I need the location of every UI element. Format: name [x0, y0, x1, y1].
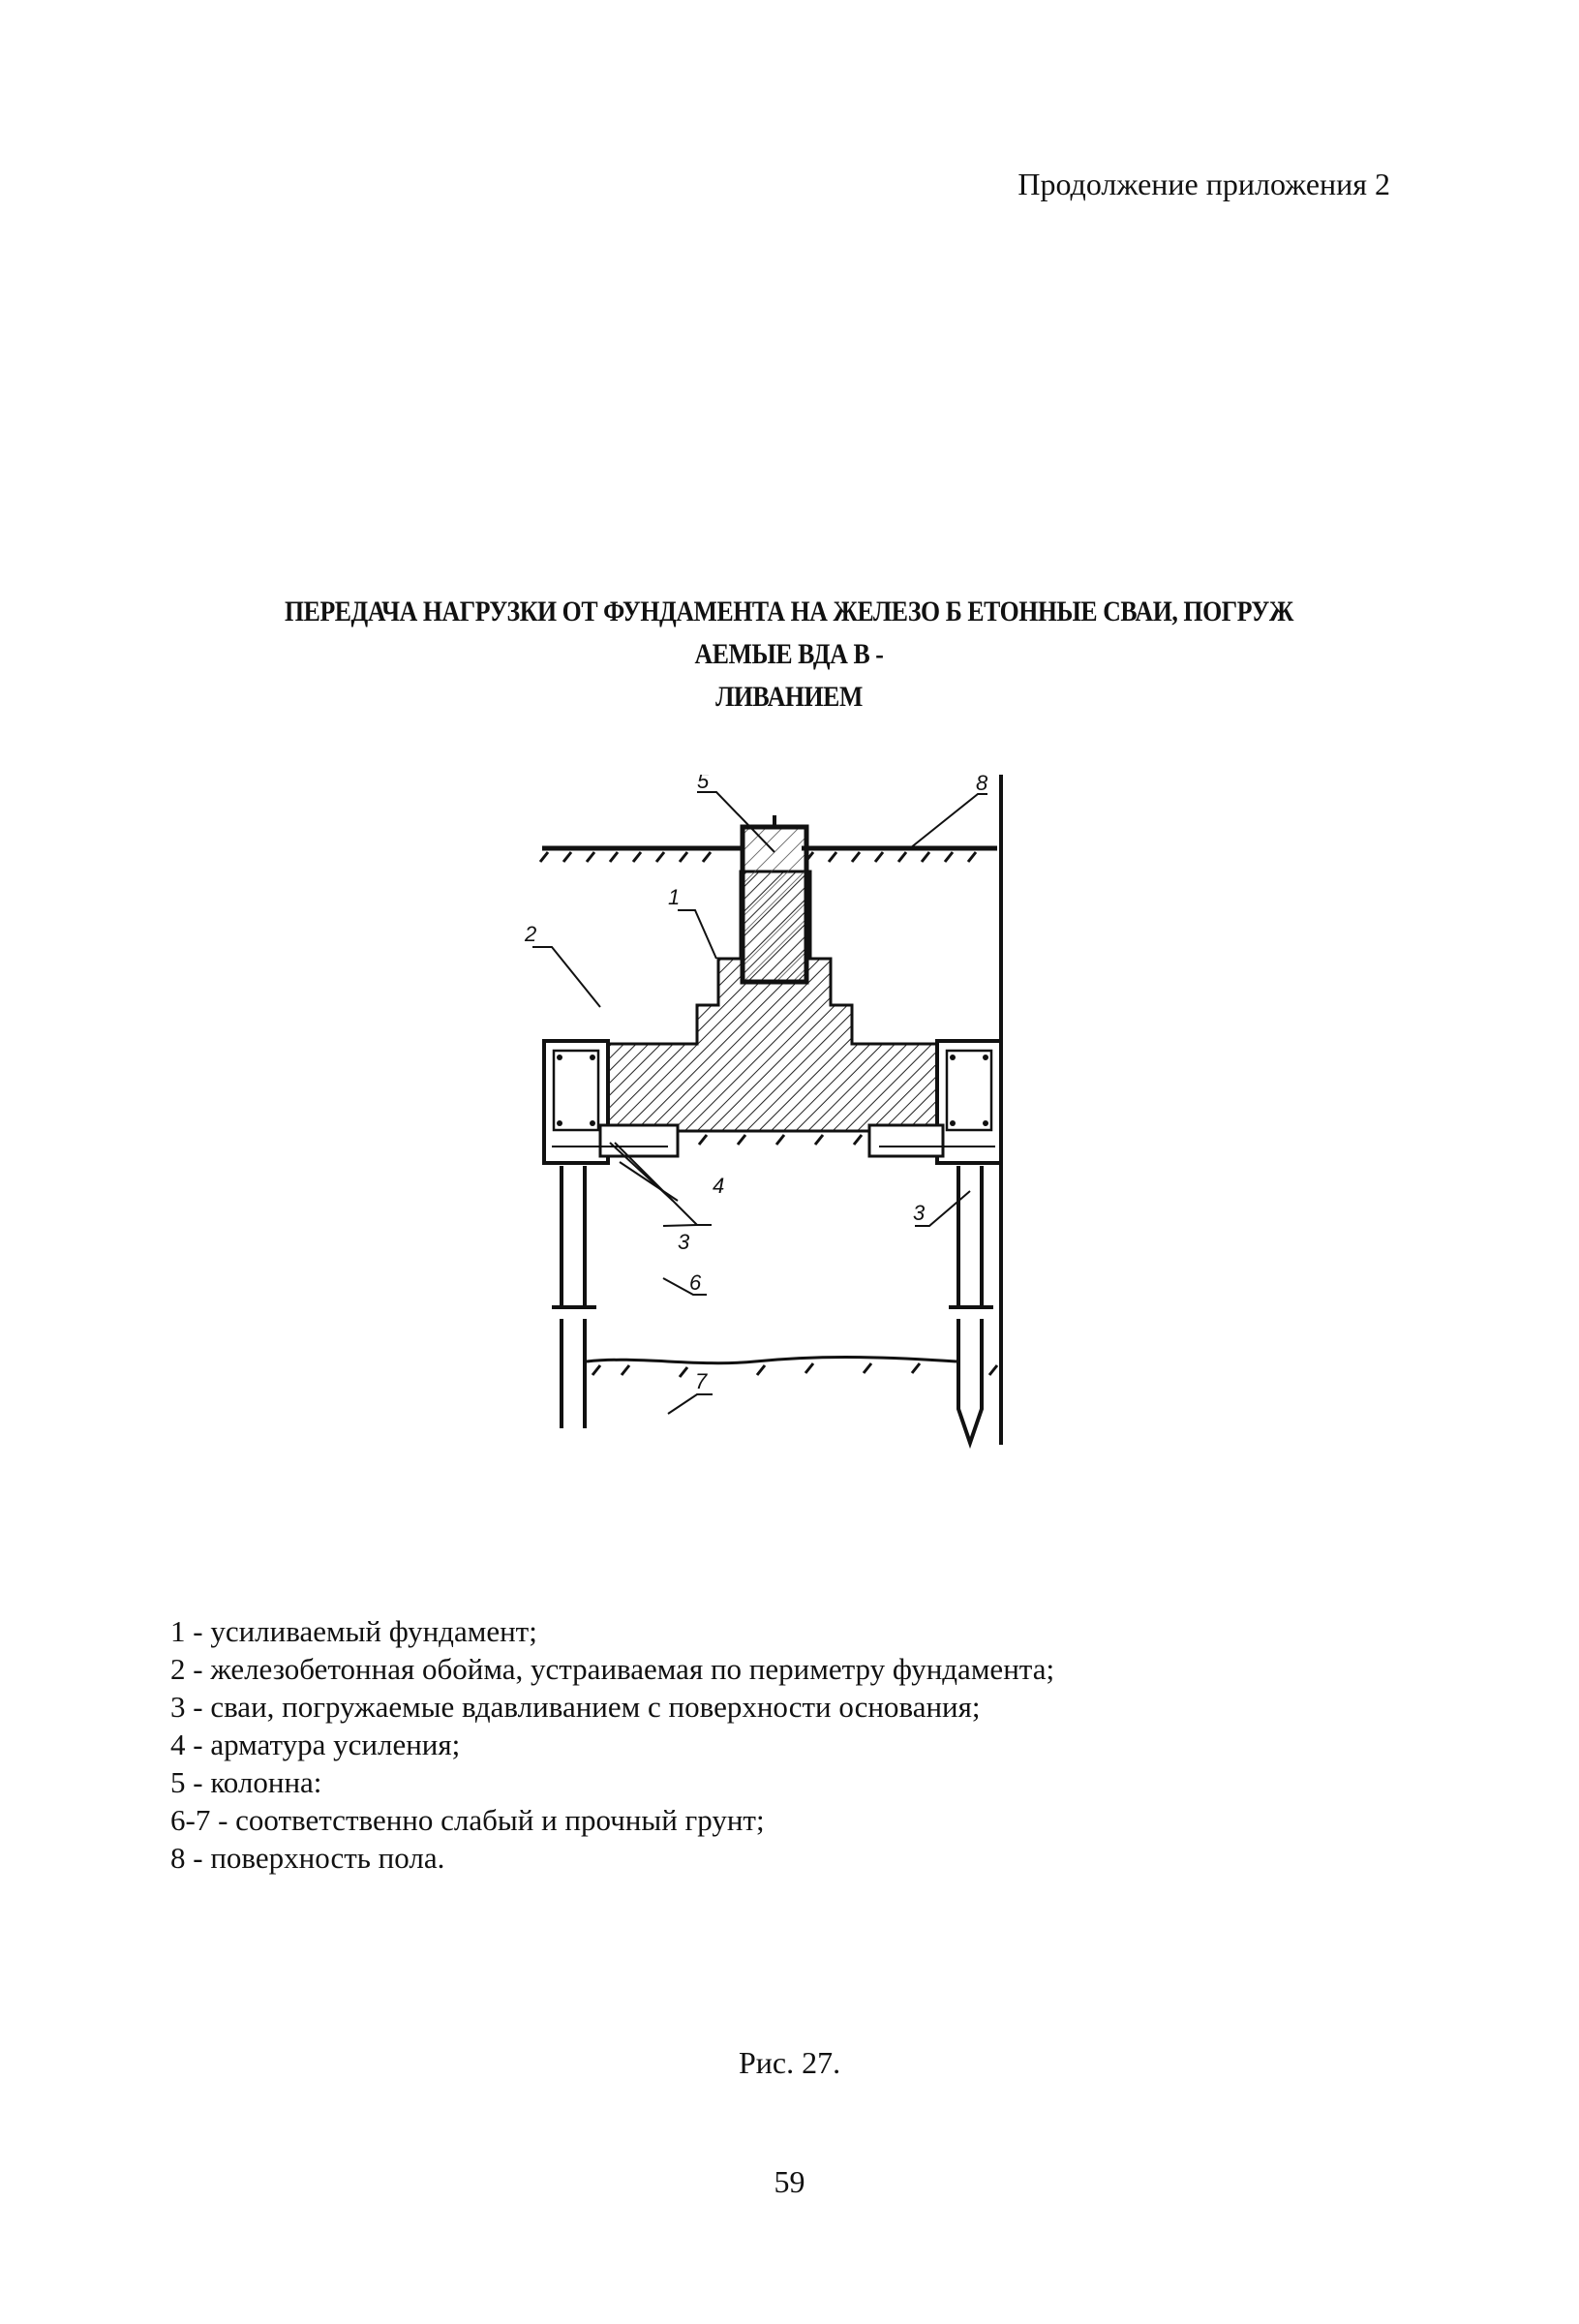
legend-item: 2 - железобетонная обойма, устраиваемая по периметру фундамента; [170, 1652, 1055, 1686]
legend-list [170, 1612, 1054, 1877]
label-6: 6 [689, 1270, 702, 1295]
foundation-diagram [523, 775, 1026, 1472]
label-4: 4 [713, 1174, 725, 1198]
column [743, 827, 806, 982]
page-number: 59 [774, 2164, 805, 2199]
legend-item: 6-7 - соответственно слабый и прочный грунт; [170, 1803, 765, 1837]
label-7: 7 [695, 1369, 708, 1393]
legend-item: 8 - поверхность пола. [170, 1841, 445, 1875]
page-title [235, 591, 1343, 719]
label-1: 1 [668, 885, 681, 909]
soil-boundary [587, 1358, 957, 1363]
label-8: 8 [976, 775, 988, 795]
label-2: 2 [525, 922, 537, 946]
legend-item: 1 - усиливаемый фундамент; [170, 1614, 537, 1648]
title-line-2: ЛИВАНИЕМ [715, 681, 863, 713]
left-pile [552, 1166, 596, 1428]
label-3-left: 3 [678, 1230, 690, 1254]
right-pile [949, 1166, 993, 1443]
legend-item: 5 - колонна: [170, 1765, 322, 1799]
label-5: 5 [697, 775, 710, 793]
header-note: Продолжение приложения 2 [1017, 167, 1390, 201]
legend-item: 3 - сваи, погружаемые вдавливанием с поверхности основания; [170, 1690, 981, 1724]
foundation-figure [523, 775, 1026, 1472]
label-3-right: 3 [913, 1201, 926, 1225]
figure-caption: Рис. 27. [738, 2045, 841, 2080]
title-line-1: ПЕРЕДАЧА НАГРУЗКИ ОТ ФУНДАМЕНТА НА ЖЕЛЕЗО Б ЕТОННЫЕ СВАИ, ПОГРУЖ АЕМЫЕ ВДА В - [285, 596, 1293, 670]
legend-item: 4 - арматура усиления; [170, 1728, 461, 1761]
